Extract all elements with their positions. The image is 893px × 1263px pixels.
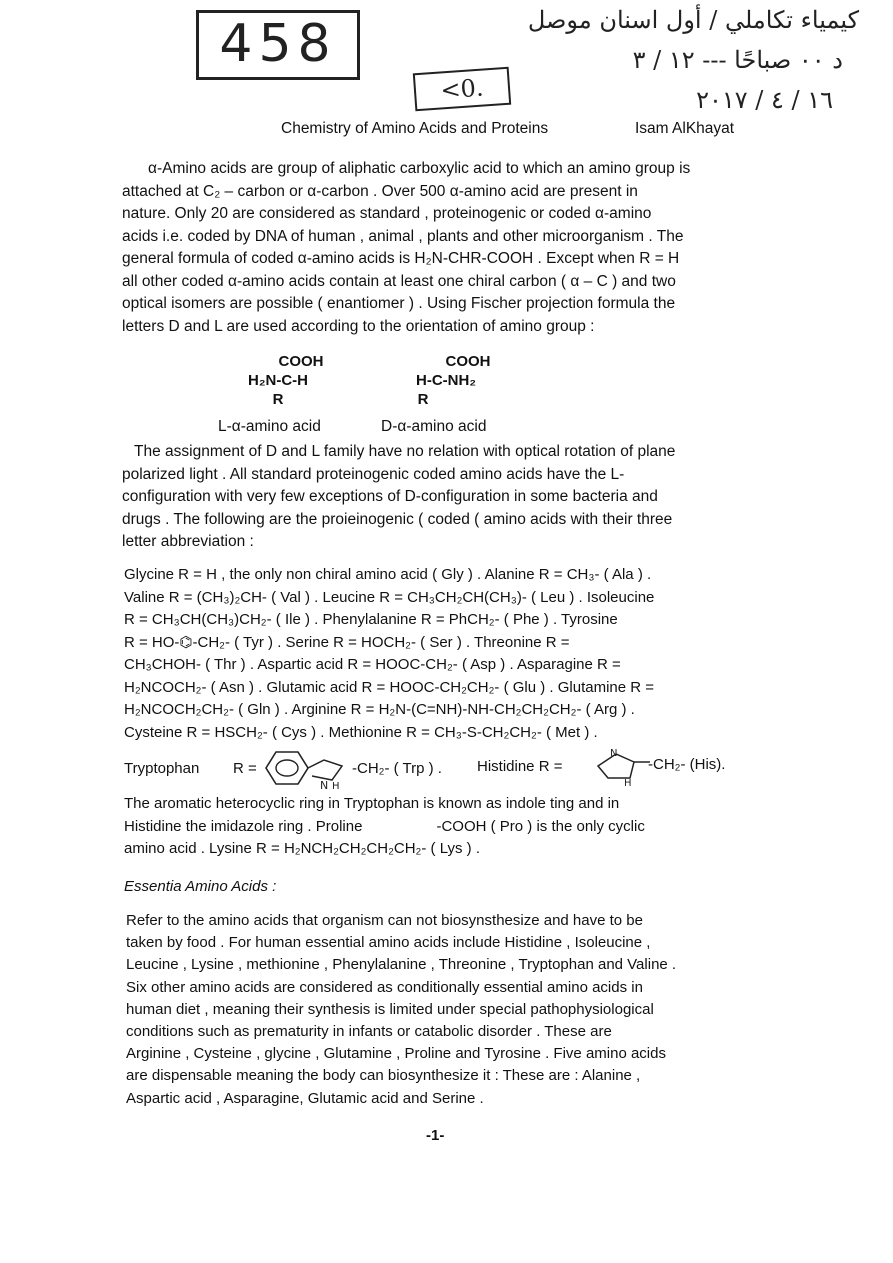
handwritten-arabic-line2: د ٠٠ صباحًا --- ١٢ / ٣ — [632, 46, 843, 74]
text-line: Aspartic acid , Asparagine, Glutamic acid and Serine . — [126, 1089, 484, 1107]
fischer-d-top: COOH — [445, 353, 491, 370]
tryptophan-label: Tryptophan — [124, 760, 200, 777]
intro-paragraph — [122, 158, 744, 338]
indole-n-label: N — [320, 779, 329, 790]
text-line: The assignment of D and L family have no relation with optical rotation of plane — [134, 443, 676, 460]
tryptophan-tail: -CH₂- ( Trp ) . — [352, 760, 442, 777]
text-line: nature. Only 20 are considered as standard , proteinogenic or coded α-amino — [122, 205, 652, 222]
text-line: drugs . The following are the proieinogenic ( coded ( amino acids with their three — [122, 510, 673, 528]
histidine-tail: -CH₂- (His). — [648, 756, 726, 773]
text-line: CH₃CHOH- ( Thr ) . Aspartic acid R = HOOC-CH₂- ( Asp ) . Asparagine R = — [124, 656, 621, 673]
text-line: Refer to the amino acids that organism can not biosynsthesize and have to be — [126, 912, 643, 929]
indole-ring-icon — [262, 746, 354, 790]
tryptophan-r: R = — [233, 760, 257, 777]
amino-acid-list — [124, 564, 742, 744]
text-line: are dispensable meaning the body can biosynthesize it : These are : Alanine , — [126, 1067, 641, 1085]
text-line: amino acid . Lysine R = H₂NCH₂CH₂CH₂CH₂- ( Lys ) . — [124, 840, 480, 857]
fischer-d-bottom: R — [417, 391, 429, 408]
text-line: configuration with very few exceptions of D-configuration in some bacteria and — [122, 488, 658, 505]
page-number: -1- — [426, 1127, 445, 1144]
imidazole-h-label: H — [624, 778, 632, 786]
handwritten-number-box: 458 — [196, 10, 360, 80]
d-amino-caption: D-α-amino acid — [381, 418, 487, 435]
aromatic-paragraph — [124, 793, 746, 861]
text-line: general formula of coded α-amino acids is H₂N-CHR-COOH . Except when R = H — [122, 250, 680, 267]
text-line: conditions such as prematurity in infants or catabolic disorder . These are — [126, 1023, 612, 1041]
text-line: Arginine , Cysteine , glycine , Glutamine , Proline and Tyrosine . Five amino acids — [126, 1045, 666, 1063]
handwritten-date: ١٦ / ٤ / ٢٠١٧ — [696, 86, 833, 114]
text-line: optical isomers are possible ( enantiomer ) . Using Fischer projection formula the — [122, 295, 676, 312]
text-line: R = HO-⌬-CH₂- ( Tyr ) . Serine R = HOCH₂- ( Ser ) . Threonine R = — [124, 633, 570, 651]
handwritten-grade-box: <0. — [413, 67, 511, 112]
fischer-l-structure — [228, 352, 328, 409]
text-line: polarized light . All standard proteinogenic coded amino acids have the L- — [122, 465, 625, 483]
text-line: H₂NCOCH₂CH₂- ( Gln ) . Arginine R = H₂N-(C=NH)-NH-CH₂CH₂CH₂- ( Arg ) . — [124, 701, 635, 718]
text-line: α-Amino acids are group of aliphatic carboxylic acid to which an amino group is — [148, 160, 691, 177]
document-author: Isam AlKhayat — [635, 120, 735, 137]
essential-paragraph — [126, 910, 752, 1110]
text-line: Cysteine R = HSCH₂- ( Cys ) . Methionine R = CH₃-S-CH₂CH₂- ( Met ) . — [124, 723, 598, 741]
document-title: Chemistry of Amino Acids and Proteins — [281, 120, 549, 137]
fischer-l-top: COOH — [278, 353, 324, 370]
text-line — [124, 816, 746, 839]
fischer-l-middle: H₂N-C-H — [248, 372, 308, 389]
fischer-d-structure — [396, 352, 496, 409]
text-line: human diet , meaning their synthesis is limited under special pathophysiological — [126, 1000, 654, 1018]
histidine-label: Histidine R = — [477, 758, 563, 775]
text-line: Leucine , Lysine , methionine , Phenylalanine , Threonine , Tryptophan and Valine . — [126, 956, 677, 974]
text-line: taken by food . For human essential amino acids include Histidine , Isoleucine , — [126, 934, 651, 952]
text-line: Glycine R = H , the only non chiral amino acid ( Gly ) . Alanine R = CH₃- ( Ala ) . — [124, 566, 652, 583]
indole-h-label: H — [332, 781, 340, 790]
text-line: all other coded α-amino acids contain at least one chiral carbon ( α – C ) and two — [122, 272, 676, 290]
text-line: acids i.e. coded by DNA of human , animal , plants and other microorganism . The — [122, 227, 684, 245]
text-line: letters D and L are used according to the orientation of amino group : — [122, 317, 595, 335]
text-line: The aromatic heterocyclic ring in Tryptophan is known as indole ting and in — [124, 795, 620, 812]
fischer-l-bottom: R — [272, 391, 284, 408]
proline-tail: -COOH ( Pro ) is the only cyclic — [436, 817, 645, 835]
text-line: attached at C₂ – carbon or α-carbon . Over 500 α-amino acid are present in — [122, 182, 638, 200]
text-line: Valine R = (CH₃)₂CH- ( Val ) . Leucine R = CH₃CH₂CH(CH₃)- ( Leu ) . Isoleucine — [124, 588, 655, 606]
assignment-paragraph — [122, 441, 744, 554]
imidazole-ring-icon — [590, 746, 654, 786]
essential-heading: Essentia Amino Acids : — [124, 878, 277, 895]
l-amino-caption: L-α-amino acid — [218, 418, 321, 435]
proline-text: Histidine the imidazole ring . Proline — [124, 817, 363, 835]
text-line: R = CH₃CH(CH₃)CH₂- ( Ile ) . Phenylalanine R = PhCH₂- ( Phe ) . Tyrosine — [124, 611, 618, 628]
imidazole-n-label: N — [610, 748, 618, 759]
text-line: H₂NCOCH₂- ( Asn ) . Glutamic acid R = HOOC-CH₂CH₂- ( Glu ) . Glutamine R = — [124, 678, 655, 696]
text-line: letter abbreviation : — [122, 533, 254, 550]
text-line: Six other amino acids are considered as conditionally essential amino acids in — [126, 978, 643, 996]
fischer-d-middle: H-C-NH₂ — [416, 372, 476, 389]
handwritten-arabic-line1: كيمياء تكاملي / أول اسنان موصل — [527, 6, 859, 34]
